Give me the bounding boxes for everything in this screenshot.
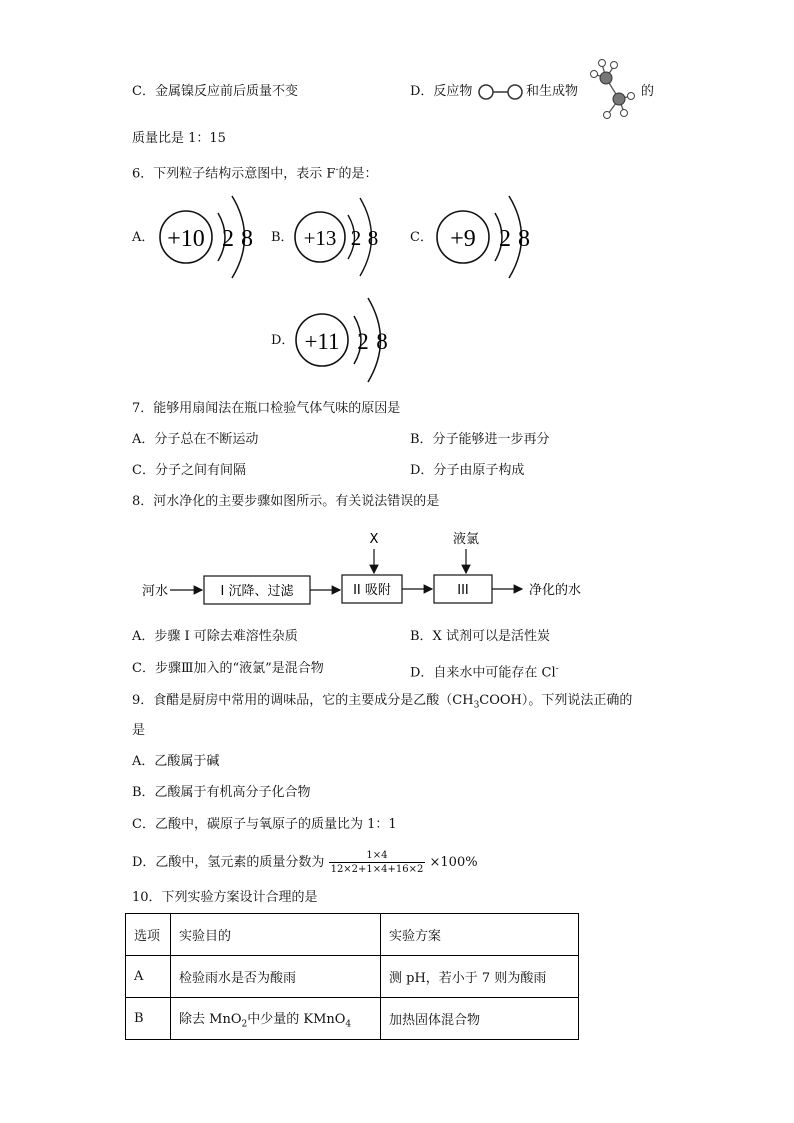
q9-option-a: A．乙酸属于碱: [132, 754, 220, 769]
table-row: [126, 956, 579, 998]
q8-stem: 8．河水净化的主要步骤如图所示。有关说法错误的是: [132, 494, 440, 509]
nucleus-charge: +13: [303, 226, 337, 250]
product-molecule-icon: [586, 56, 638, 122]
row-option: B: [126, 998, 171, 1040]
header-option: 选项: [126, 914, 171, 956]
q9-option-c: C．乙酸中，碳原子与氧原子的质量比为 1：1: [132, 817, 397, 832]
shell-electrons-1: 2: [499, 226, 511, 252]
diagram-step-3: III: [457, 583, 469, 598]
q5-option-c: C．金属镍反应前后质量不变: [132, 84, 298, 99]
q8-option-a: A．步骤 I 可除去难溶性杂质: [132, 629, 298, 644]
row-purpose: 除去 MnO$_2$中少量的 KMnO$_4$: [171, 998, 381, 1040]
q6-stem: 6．下列粒子结构示意图中，表示 F-的是：: [132, 165, 378, 182]
q8-option-b: B．X 试剂可以是活性炭: [410, 629, 550, 644]
q7-stem: 7．能够用扇闻法在瓶口检验气体气味的原因是: [132, 401, 401, 416]
q6-atom-diagram-b: [293, 190, 385, 286]
diagram-reagent-chlorine: 液氯: [452, 532, 480, 547]
row-option: A: [126, 956, 171, 998]
q6-option-d-label: D．: [271, 333, 295, 348]
shell-electrons-1: 2: [350, 226, 362, 250]
q6-option-c-label: C．: [410, 230, 433, 245]
row-plan: 加热固体混合物: [381, 998, 579, 1040]
table-header-row: [126, 914, 579, 956]
q10-stem: 10．下列实验方案设计合理的是: [132, 890, 318, 905]
q7-option-b: B．分子能够进一步再分: [410, 432, 550, 447]
q6-atom-diagram-c: [434, 190, 534, 286]
q10-experiment-table: [125, 913, 579, 1040]
shell-electrons-1: 2: [222, 226, 234, 252]
nucleus-charge: +10: [167, 226, 205, 252]
diagram-step-1: I 沉降、过滤: [220, 584, 294, 599]
row-purpose: 检验雨水是否为酸雨: [171, 956, 381, 998]
q5-option-d-suffix: 的: [641, 84, 655, 99]
header-plan: 实验方案: [381, 914, 579, 956]
reactant-molecule-icon: [477, 82, 525, 102]
q5-option-d-prefix: D．反应物: [410, 84, 473, 99]
q8-option-c: C．步骤Ⅲ加入的“液氯”是混合物: [132, 661, 324, 676]
q5-option-d-mid: 和生成物: [526, 84, 579, 99]
shell-electrons-2: 8: [376, 329, 388, 354]
diagram-output-label: 净化的水: [529, 583, 582, 598]
diagram-reagent-x: X: [369, 532, 379, 547]
q7-option-a: A．分子总在不断运动: [132, 432, 259, 447]
table-row: [126, 998, 579, 1040]
diagram-step-2: II 吸附: [353, 583, 391, 598]
q6-atom-diagram-d: [293, 292, 393, 388]
q7-option-c: C．分子之间有间隔: [132, 463, 246, 478]
shell-electrons-2: 8: [367, 226, 379, 250]
shell-electrons-2: 8: [241, 226, 253, 252]
header-purpose: 实验目的: [171, 914, 381, 956]
q6-atom-diagram-a: [158, 190, 258, 286]
q8-water-purification-diagram: [130, 525, 630, 610]
q8-option-d: D．自来水中可能存在 Cl-: [410, 664, 559, 681]
q9-stem: 9．食醋是厨房中常用的调味品，它的主要成分是乙酸$(CH_3COOH)$。下列说法正确的: [132, 693, 633, 711]
q9-stem-continued: 是: [132, 723, 146, 738]
q9-option-b: B．乙酸属于有机高分子化合物: [132, 785, 311, 800]
q6-option-b-label: B．: [271, 230, 294, 245]
mass-fraction-formula: $\frac{1\times 4}{12\times 2+1\times 4+16\times 2}$: [330, 850, 424, 875]
shell-electrons-1: 2: [357, 329, 369, 354]
nucleus-charge: +9: [450, 226, 476, 252]
diagram-input-label: 河水: [142, 584, 169, 599]
q7-option-d: D．分子由原子构成: [410, 463, 525, 478]
q6-option-a-label: A．: [132, 230, 155, 245]
q5-option-d-continued: 质量比是 1：15: [132, 131, 226, 146]
shell-electrons-2: 8: [518, 226, 530, 252]
q9-option-d: D．乙酸中，氢元素的质量分数为 $\frac{1\times 4}{12\times 2+1\times 4+16\times 2}$ ×100%: [132, 850, 478, 875]
nucleus-charge: +11: [304, 329, 340, 354]
row-plan: 测 pH，若小于 7 则为酸雨: [381, 956, 579, 998]
